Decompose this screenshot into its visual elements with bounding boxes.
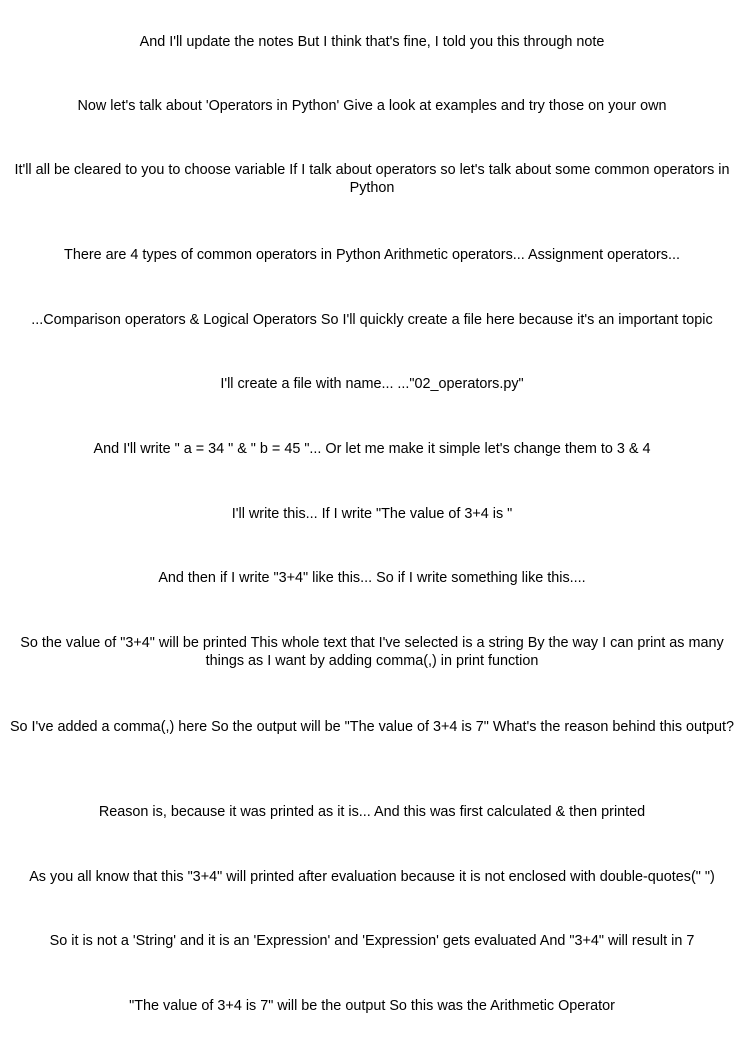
paragraph-11: So I've added a comma(,) here So the output will be "The value of 3+4 is 7" What's the reason behind this output? [9,719,735,735]
paragraph-2: Now let's talk about 'Operators in Python' Give a look at examples and try those on your own [77,98,667,114]
paragraph-3: It'll all be cleared to you to choose variable If I talk about operators so let's talk about some common operators in Python [14,162,730,196]
paragraph-13: As you all know that this "3+4" will printed after evaluation because it is not enclosed with double-quotes(" ") [29,869,715,885]
paragraph-7: And I'll write " a = 34 " & " b = 45 "... Or let me make it simple let's change them to 3 & 4 [93,441,651,457]
paragraph-9: And then if I write "3+4" like this... So if I write something like this.... [158,570,586,586]
paragraph-8: I'll write this... If I write "The value of 3+4 is " [231,506,513,522]
paragraph-14: So it is not a 'String' and it is an 'Expression' and 'Expression' gets evaluated And "3+4" will result in 7 [49,933,695,949]
paragraph-10: So the value of "3+4" will be printed This whole text that I've selected is a string By the way I can print as many things as I want by adding comma(,) in print function [20,635,724,669]
paragraph-6: I'll create a file with name... ..."02_operators.py" [220,376,524,392]
paragraph-12: Reason is, because it was printed as it is... And this was first calculated & then printed [98,804,646,820]
paragraph-4: There are 4 types of common operators in Python Arithmetic operators... Assignment operators... [64,247,680,263]
paragraph-15: "The value of 3+4 is 7" will be the output So this was the Arithmetic Operator [129,998,615,1014]
paragraph-5: ...Comparison operators & Logical Operators So I'll quickly create a file here because it's an important topic [31,312,713,328]
paragraph-1: And I'll update the notes But I think that's fine, I told you this through note [139,34,605,50]
